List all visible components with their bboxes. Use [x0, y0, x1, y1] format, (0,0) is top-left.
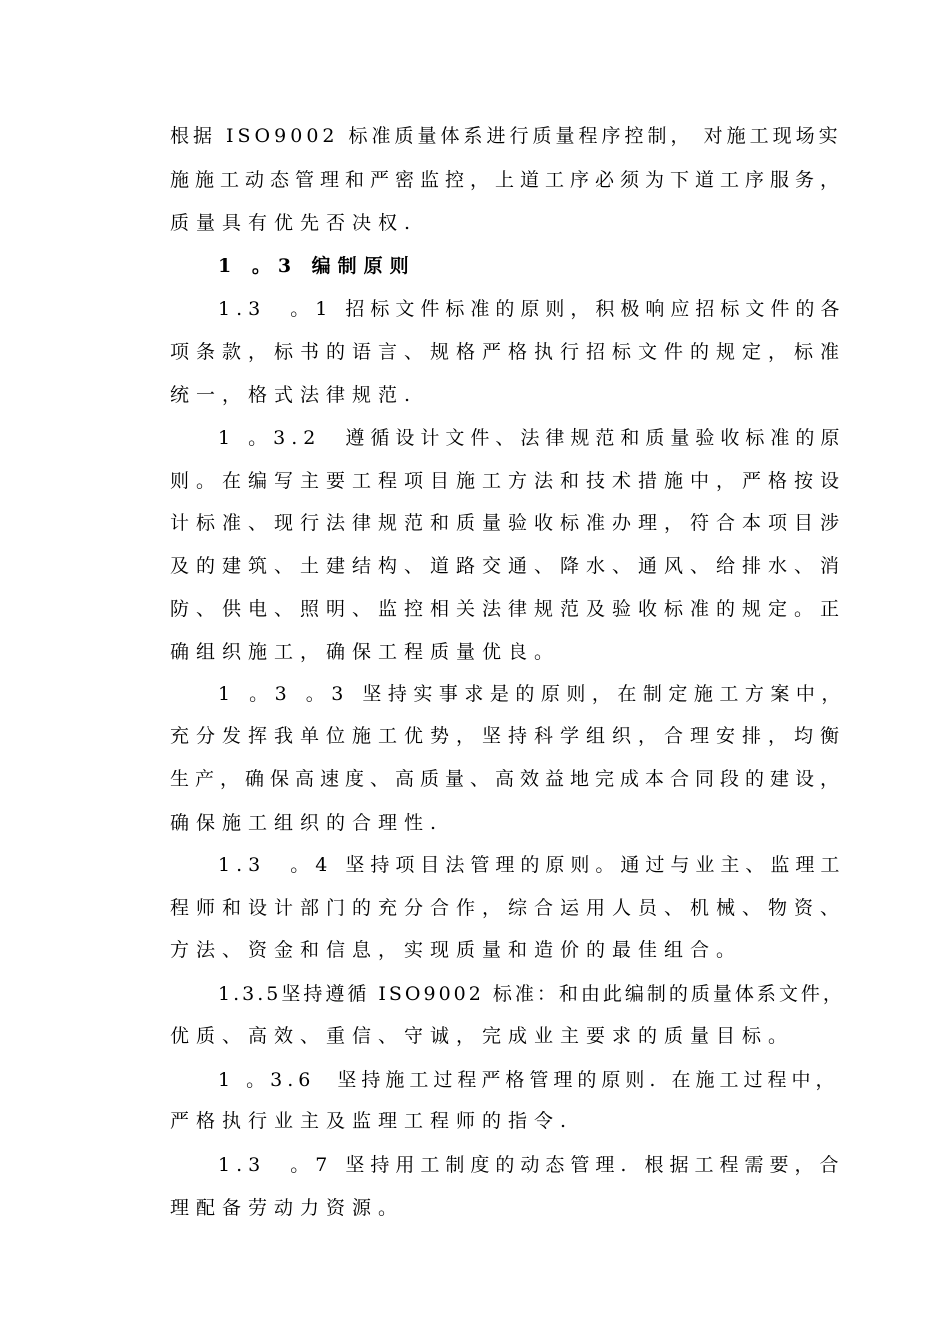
intro-line-1: 根据 ISO9002 标准质量体系进行质量程序控制， 对施工现场实 [170, 125, 842, 147]
paragraph-line: 1 。3.6 坚持施工过程严格管理的原则. 在施工过程中， [218, 1069, 840, 1091]
paragraph-line: 生产，确保高速度、高质量、高效益地完成本合同段的建设， [170, 768, 846, 790]
paragraph-line: 则。在编写主要工程项目施工方法和技术措施中，严格按设 [170, 470, 847, 492]
intro-line-3: 质量具有优先否决权. [170, 212, 418, 234]
paragraph-line: 程师和设计部门的充分合作，综合运用人员、机械、物资、 [170, 897, 847, 919]
paragraph-line: 方法、资金和信息，实现质量和造价的最佳组合。 [170, 939, 743, 961]
paragraph-line: 计标准、现行法律规范和质量验收标准办理，符合本项目涉 [170, 512, 847, 534]
section-heading: 1 。3 编制原则 [218, 255, 416, 277]
paragraph-line: 优质、高效、重信、守诚，完成业主要求的质量目标。 [170, 1025, 795, 1047]
intro-line-2: 施施工动态管理和严密监控，上道工序必须为下道工序服务， [170, 169, 846, 191]
paragraph-line: 确保施工组织的合理性. [170, 812, 444, 834]
paragraph-line: 1.3 。1 招标文件标准的原则，积极响应招标文件的各 [218, 298, 846, 320]
paragraph-line: 充分发挥我单位施工优势，坚持科学组织，合理安排，均衡 [170, 725, 847, 747]
paragraph-line: 1 。3.2 遵循设计文件、法律规范和质量验收标准的原 [218, 427, 846, 449]
paragraph-line: 1.3 。7 坚持用工制度的动态管理. 根据工程需要，合 [218, 1154, 845, 1176]
paragraph-line: 统一，格式法律规范. [170, 384, 418, 406]
paragraph-line: 防、供电、照明、监控相关法律规范及验收标准的规定。正 [170, 598, 847, 620]
paragraph-line: 理配备劳动力资源。 [170, 1197, 405, 1219]
paragraph-line: 严格执行业主及监理工程师的指令. [170, 1110, 574, 1132]
paragraph-line: 1 。3 。3 坚持实事求是的原则，在制定施工方案中， [218, 683, 847, 705]
paragraph-line: 1.3.5坚持遵循 ISO9002 标准：和由此编制的质量体系文件， [218, 983, 845, 1005]
paragraph-line: 及的建筑、土建结构、道路交通、降水、通风、给排水、消 [170, 555, 847, 577]
paragraph-line: 项条款，标书的语言、规格严格执行招标文件的规定，标准 [170, 341, 847, 363]
paragraph-line: 1.3 。4 坚持项目法管理的原则。通过与业主、监理工 [218, 854, 846, 876]
paragraph-line: 确组织施工，确保工程质量优良。 [170, 641, 561, 663]
